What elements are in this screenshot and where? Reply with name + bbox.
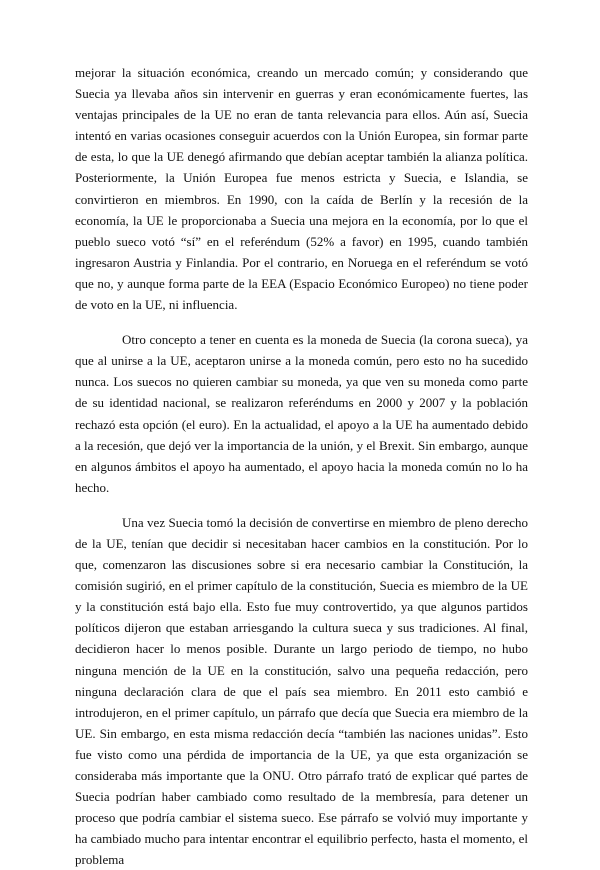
paragraph-swedish-currency: Otro concepto a tener en cuenta es la moneda de Suecia (la corona sueca), ya que al unirse a la UE, aceptaron unirse a la moneda común, pero esto no ha sucedido nunca. Los suecos no quieren cambiar su moneda, ya que ven su moneda como parte de su identidad nacional, se realizaron referéndums en 2000 y 2007 y la población rechazó esta opción (el euro). En la actualidad, el apoyo a la UE ha aumentado debido a la recesión, que dejó ver la importancia de la unión, y el Brexit. Sin embargo, aunque en algunos ámbitos el apoyo ha aumentado, el apoyo hacia la moneda común no lo ha hecho. [75,332,528,495]
paragraph-sweden-eu-accession: mejorar la situación económica, creando un mercado común; y considerando que Suecia ya llevaba años sin intervenir en guerras y eran económicamente fuertes, las ventajas principales de la UE no eran de tanta relevancia para ellos. Aún así, Suecia intentó en varias ocasiones conseguir acuerdos con la Unión Europea, sin formar parte de esta, lo que la UE denegó afirmando que debían aceptar también la alianza política. Posteriormente, la Unión Europea fue menos estricta y Suecia, e Islandia, se convirtieron en miembros. En 1990, con la caída de Berlín y la recesión de la economía, la UE le proporcionaba a Suecia una mejora en la economía, por lo que el pueblo sueco votó “sí” en el referéndum (52% a favor) en 1995, cuando también ingresaron Austria y Finlandia. Por el contrario, en Noruega en el referéndum se votó que no, y aunque forma parte de la EEA (Espacio Económico Europeo) no tiene poder de voto en la UE, ni influencia. [75,65,528,313]
document-page [75,62,528,870]
paragraph-spacer [75,315,528,329]
paragraph-spacer [75,498,528,512]
paragraph-constitution-changes: Una vez Suecia tomó la decisión de convertirse en miembro de pleno derecho de la UE, tenían que decidir si necesitaban hacer cambios en la constitución. Por lo que, comenzaron las discusiones sobre si era necesario cambiar la Constitución, la comisión sugirió, en el primer capítulo de la constitución, Suecia es miembro de la UE y la constitución está bajo ella. Esto fue muy controvertido, ya que algunos partidos políticos dijeron que estaban arriesgando la cultura sueca y sus tradiciones. Al final, decidieron hacer lo menos posible. Durante un largo periodo de tiempo, no hubo ninguna mención de la UE en la constitución, salvo una pequeña redacción, pero ninguna declaración clara de que el país sea miembro. En 2011 esto cambió e introdujeron, en el primer capítulo, un párrafo que decía que Suecia era miembro de la UE. Sin embargo, en esta misma redacción decía “también las naciones unidas”. Esto fue visto como una pérdida de importancia de la UE, ya que esta organización se consideraba más importante que la ONU. Otro párrafo trató de explicar qué partes de Suecia podrían haber cambiado como resultado de la membresía, para detener un proceso que podría cambiar el sistema sueco. Ese párrafo se volvió muy importante y ha cambiado mucho para intentar encontrar el equilibrio perfecto, hasta el momento, el problema [75,514,528,868]
